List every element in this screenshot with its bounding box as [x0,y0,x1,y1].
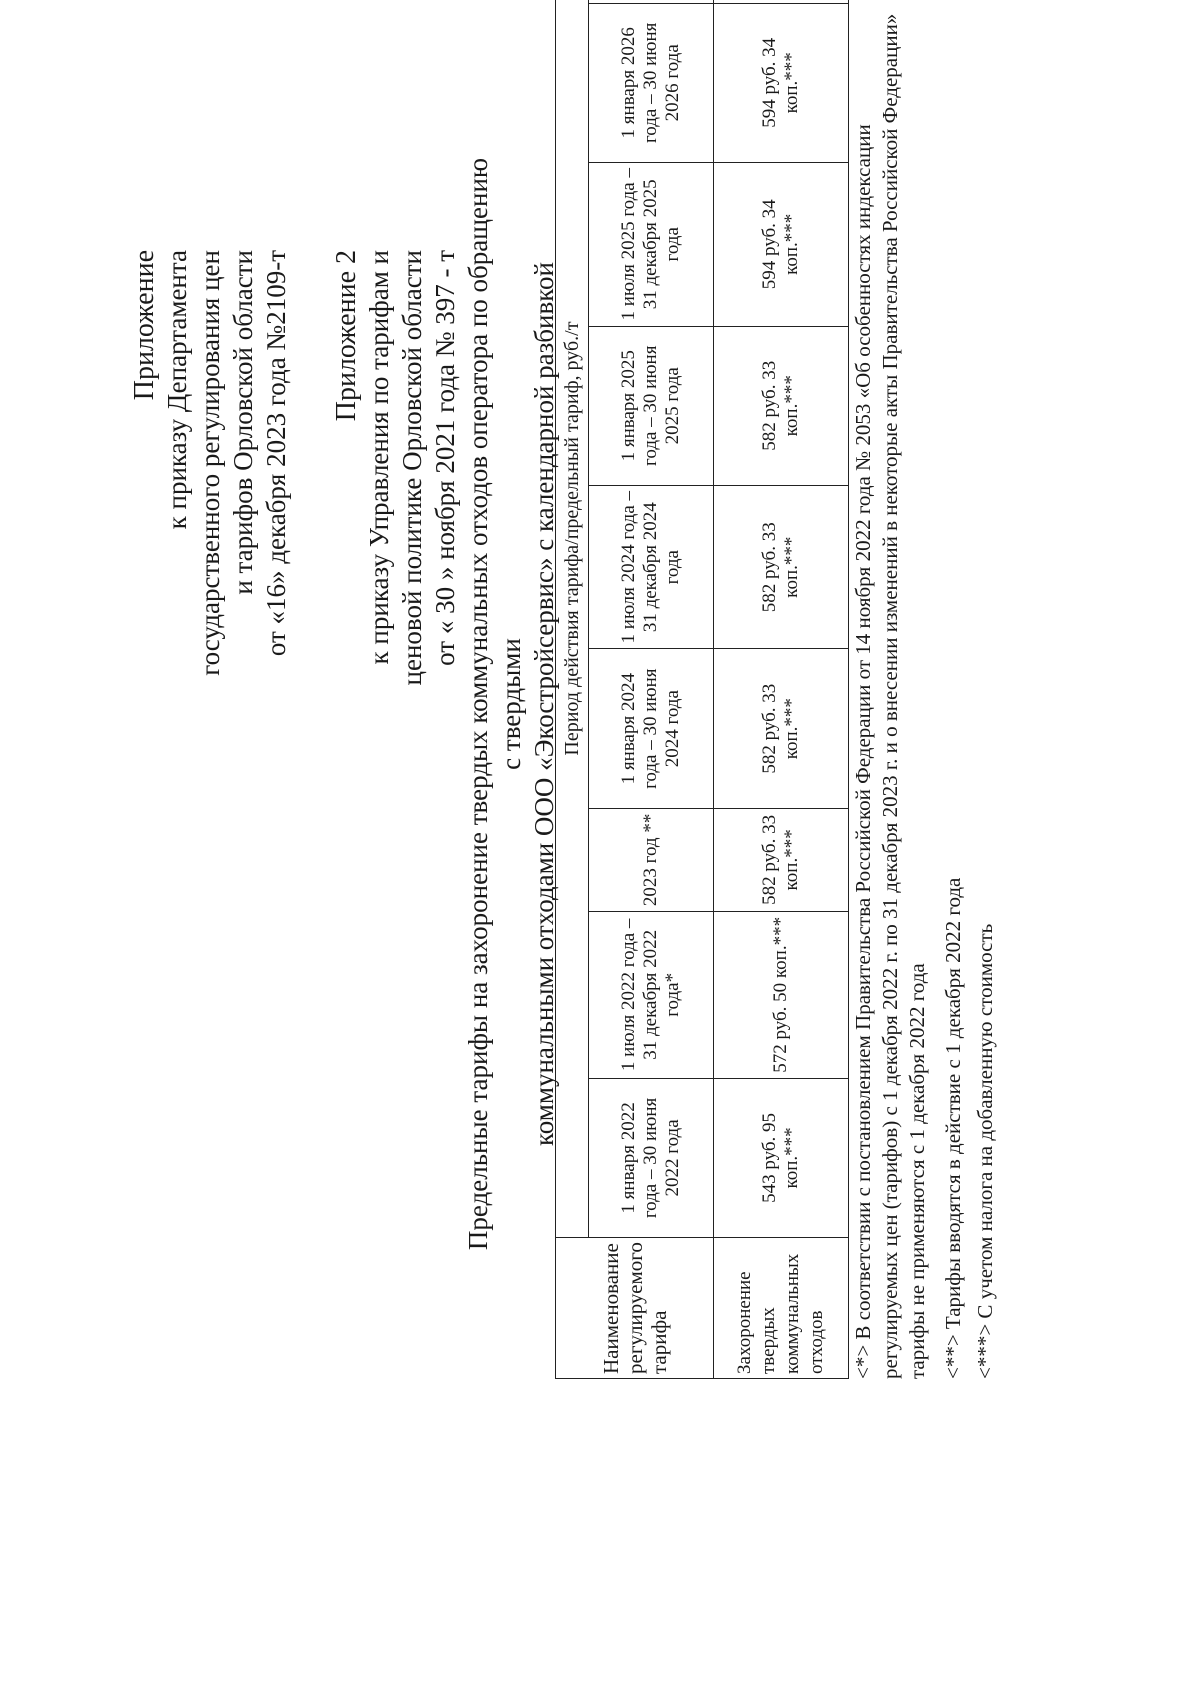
appendix-1-line: к приказу Департамента [162,250,192,530]
tariff-value-cell: 582 руб. 33 коп.*** [714,808,849,911]
table-header-row [556,0,589,1379]
document-title [462,154,561,1254]
title-line: коммунальными отходами ООО «Экостройсервис» с календарной разбивкой [529,262,559,1146]
period-header-cell: Период действия тарифа/предельный тариф, руб./т [556,0,589,1238]
period-cell: 1 июля 2025 года – 31 декабря 2025 года [589,163,714,327]
tariff-value-cell: 582 руб. 33 коп.*** [714,485,849,649]
tariff-name-cell: Захоронение твердых коммунальных отходов [714,1238,849,1379]
period-cell: 1 января 2022 года – 30 июня 2022 года [589,1078,714,1237]
tariff-value-cell: 594 руб. 34 коп.*** [714,3,849,162]
period-cell: 1 января 2026 года – 30 июня 2026 года [589,3,714,162]
period-cell: 1 января 2025 года – 30 июня 2025 года [589,326,714,485]
period-cell: 2023 год ** [589,808,714,911]
tariff-value-cell: 572 руб. 50 коп.*** [714,911,849,1078]
appendix-1-line: государственного регулирования цен [195,250,225,676]
footnote-2: <**> Тарифы вводятся в действие с 1 декабря 2022 года [941,877,965,1379]
appendix-1-date-number: от «16» декабря 2023 года №2109-т [261,250,291,657]
appendix-2-title: Приложение 2 [331,250,362,422]
period-row [589,0,714,1379]
appendix-1-title: Приложение [129,250,160,401]
appendix-2-line: к приказу Управления по тарифам и [364,250,394,665]
tariff-value-cell [714,0,849,3]
appendix-2-header [330,250,462,685]
appendix-1-header [128,250,293,676]
tariff-table [555,0,849,1379]
tariff-value-cell: 582 руб. 33 коп.*** [714,649,849,808]
table-row [714,0,849,1379]
footnote-1: <*> В соответствии с постановлением Правительства Российской Федерации от 14 ноября 2022 года № 2053 «Об особенностях индексации регулируемых цен (тарифов) с 1 декабря 2022 г. по 31 декабря 2023 г. и о внесении изменений в некоторые акты Правительства Российской Федерации» тарифы не применяются с 1 декабря 2022 года [851,13,929,1379]
title-line: Предельные тарифы на захоронение твердых коммунальных отходов оператора по обращению с твердыми [463,157,526,1251]
appendix-1-line: и тарифов Орловской области [228,250,258,595]
period-cell: 1 января 2024 года – 30 июня 2024 года [589,649,714,808]
period-cell: 1 июля 2024 года – 31 декабря 2024 года [589,485,714,649]
tariff-value-cell: 543 руб. 95 коп.*** [714,1078,849,1237]
period-cell [589,0,714,3]
footnote-3: <***> С учетом налога на добавленную стоимость [973,923,997,1379]
tariff-value-cell: 594 руб. 34 коп.*** [714,163,849,327]
period-cell: 1 июля 2022 года – 31 декабря 2022 года* [589,911,714,1078]
name-header-cell: Наименование регулируемого тарифа [556,1238,714,1379]
appendix-2-date-number: от « 30 » ноября 2021 года № 397 - т [430,250,460,666]
appendix-2-line: ценовой политике Орловской области [397,250,427,686]
tariff-value-cell: 582 руб. 33 коп.*** [714,326,849,485]
